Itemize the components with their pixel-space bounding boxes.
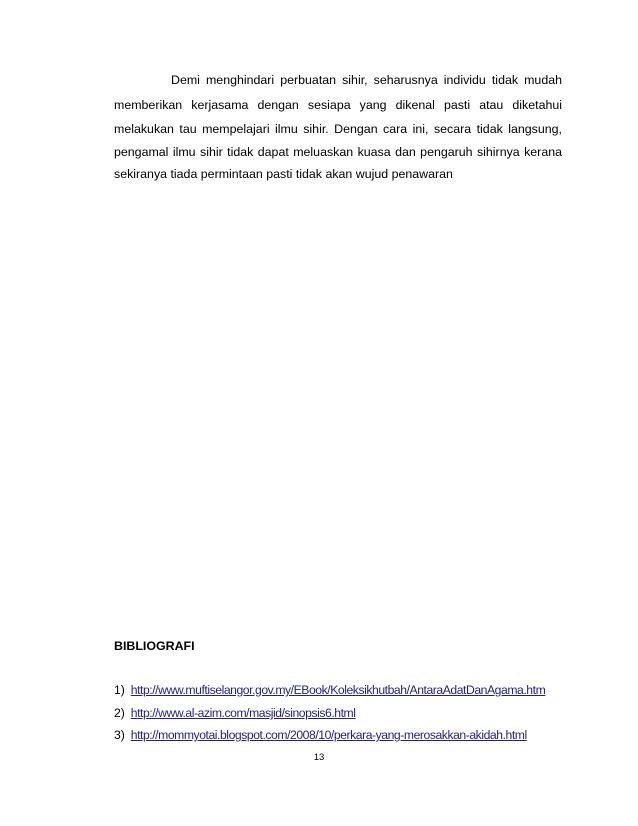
paragraph-line: melakukan tau mempelajari ilmu sihir. Dengan cara ini, secara tidak langsung, xyxy=(114,122,562,136)
bibliography-item-number: 1) xyxy=(114,683,125,697)
bibliography-link[interactable]: http://www.muftiselangor.gov.my/EBook/Koleksikhutbah/AntaraAdatDanAgama.htm xyxy=(130,683,546,697)
bibliography-item xyxy=(114,705,355,721)
bibliography-item xyxy=(114,682,545,698)
paragraph-line: sekiranya tiada permintaan pasti tidak akan wujud penawaran xyxy=(114,167,453,181)
bibliography-item-number: 2) xyxy=(114,706,125,720)
paragraph-line: Demi menghindari perbuatan sihir, seharusnya individu tidak mudah xyxy=(171,73,562,87)
paragraph-line: pengamal ilmu sihir tidak dapat meluaskan kuasa dan pengaruh sihirnya kerana xyxy=(114,145,562,159)
bibliography-item xyxy=(114,727,527,743)
bibliography-link[interactable]: http://mommyotai.blogspot.com/2008/10/perkara-yang-merosakkan-akidah.html xyxy=(130,728,527,742)
bibliography-item-number: 3) xyxy=(114,728,125,742)
bibliography-link[interactable]: http://www.al-azim.com/masjid/sinopsis6.html xyxy=(130,706,356,720)
bibliography-heading: BIBLIOGRAFI xyxy=(114,639,195,653)
paragraph-line: memberikan kerjasama dengan sesiapa yang dikenal pasti atau diketahui xyxy=(114,98,562,112)
page-number: 13 xyxy=(313,752,325,763)
